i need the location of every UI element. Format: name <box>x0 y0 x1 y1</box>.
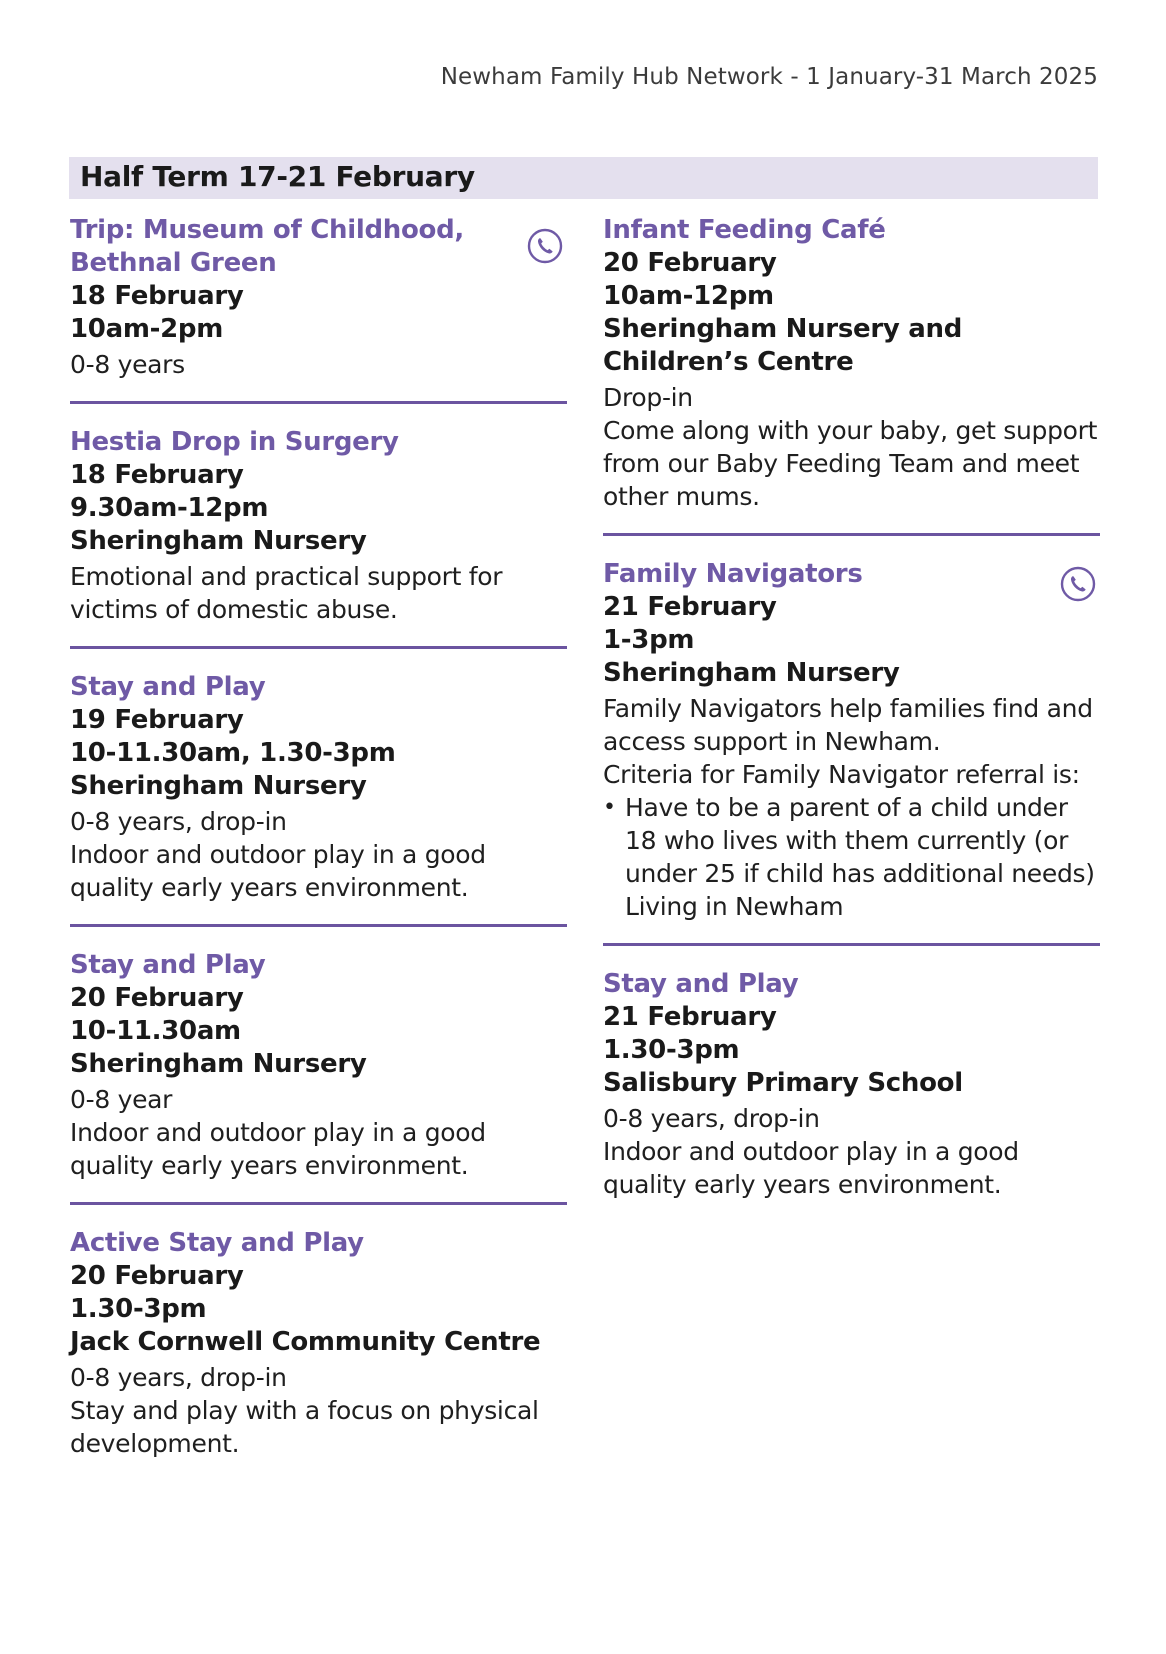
event-time: 10am-12pm <box>603 281 774 311</box>
page-header: Newham Family Hub Network - 1 January-31 March 2025 <box>440 64 1098 90</box>
event-stay-and-play <box>70 949 567 1205</box>
event-time: 10-11.30am, 1.30-3pm <box>70 738 396 768</box>
criteria-item: • Have to be a parent of a child under 18 who lives with them currently (or under 25 if child has additional needs) Living in Newham <box>625 791 1100 923</box>
event-venue: Jack Cornwell Community Centre <box>70 1327 541 1357</box>
event-detail: Family Navigators help families find and access support in Newham. <box>603 694 1093 756</box>
event-title: Active Stay and Play <box>70 1228 364 1258</box>
event-title: Stay and Play <box>70 950 266 980</box>
event-detail: Drop-in <box>603 383 693 412</box>
event-title: Infant Feeding Café <box>603 215 886 245</box>
event-detail: Stay and play with a focus on physical development. <box>70 1396 539 1458</box>
event-venue: Salisbury Primary School <box>603 1068 963 1098</box>
event-title: Bethnal Green <box>70 248 277 278</box>
event-venue: Sheringham Nursery <box>603 658 900 688</box>
event-hestia-surgery <box>70 426 567 649</box>
event-time: 1-3pm <box>603 625 695 655</box>
event-detail: 0-8 years, drop-in <box>70 807 287 836</box>
event-venue: Sheringham Nursery <box>70 771 367 801</box>
event-date: 18 February <box>70 460 244 490</box>
event-active-stay-and-play <box>70 1227 567 1480</box>
section-header-band <box>69 157 1098 199</box>
event-date: 20 February <box>70 983 244 1013</box>
event-detail: Come along with your baby, get support from our Baby Feeding Team and meet other mums. <box>603 416 1098 511</box>
event-title: Trip: Museum of Childhood, <box>70 215 464 245</box>
event-date: 21 February <box>603 1002 777 1032</box>
event-time: 10-11.30am <box>70 1016 241 1046</box>
left-column <box>70 214 567 1480</box>
event-date: 20 February <box>603 248 777 278</box>
event-museum-trip <box>70 214 567 404</box>
event-venue: Sheringham Nursery and Children’s Centre <box>603 314 963 377</box>
event-detail: 0-8 years, drop-in <box>603 1104 820 1133</box>
event-detail: 0-8 year <box>70 1085 173 1114</box>
right-column <box>603 214 1100 1221</box>
event-time: 1.30-3pm <box>70 1294 207 1324</box>
event-detail: 0-8 years, drop-in <box>70 1363 287 1392</box>
event-detail: Criteria for Family Navigator referral is: <box>603 760 1080 789</box>
event-title: Stay and Play <box>603 969 799 999</box>
event-time: 1.30-3pm <box>603 1035 740 1065</box>
event-detail: Indoor and outdoor play in a good quality early years environment. <box>70 840 486 902</box>
event-detail: Indoor and outdoor play in a good quality early years environment. <box>603 1137 1019 1199</box>
phone-icon <box>527 228 563 264</box>
event-infant-feeding-cafe <box>603 214 1100 536</box>
event-venue: Sheringham Nursery <box>70 526 367 556</box>
event-date: 19 February <box>70 705 244 735</box>
event-date: 21 February <box>603 592 777 622</box>
criteria-list <box>603 791 1100 923</box>
event-date: 20 February <box>70 1261 244 1291</box>
event-time: 10am-2pm <box>70 314 224 344</box>
event-family-navigators <box>603 558 1100 946</box>
event-title: Stay and Play <box>70 672 266 702</box>
event-time: 9.30am-12pm <box>70 493 269 523</box>
event-stay-and-play-salisbury <box>603 968 1100 1221</box>
event-detail: 0-8 years <box>70 350 185 379</box>
event-stay-and-play <box>70 671 567 927</box>
event-detail: Indoor and outdoor play in a good quality early years environment. <box>70 1118 486 1180</box>
event-date: 18 February <box>70 281 244 311</box>
event-title: Family Navigators <box>603 559 863 589</box>
event-title: Hestia Drop in Surgery <box>70 427 399 457</box>
section-title: Half Term 17-21 February <box>80 160 475 193</box>
phone-icon <box>1060 566 1096 602</box>
event-venue: Sheringham Nursery <box>70 1049 367 1079</box>
event-detail: Emotional and practical support for victims of domestic abuse. <box>70 562 503 624</box>
